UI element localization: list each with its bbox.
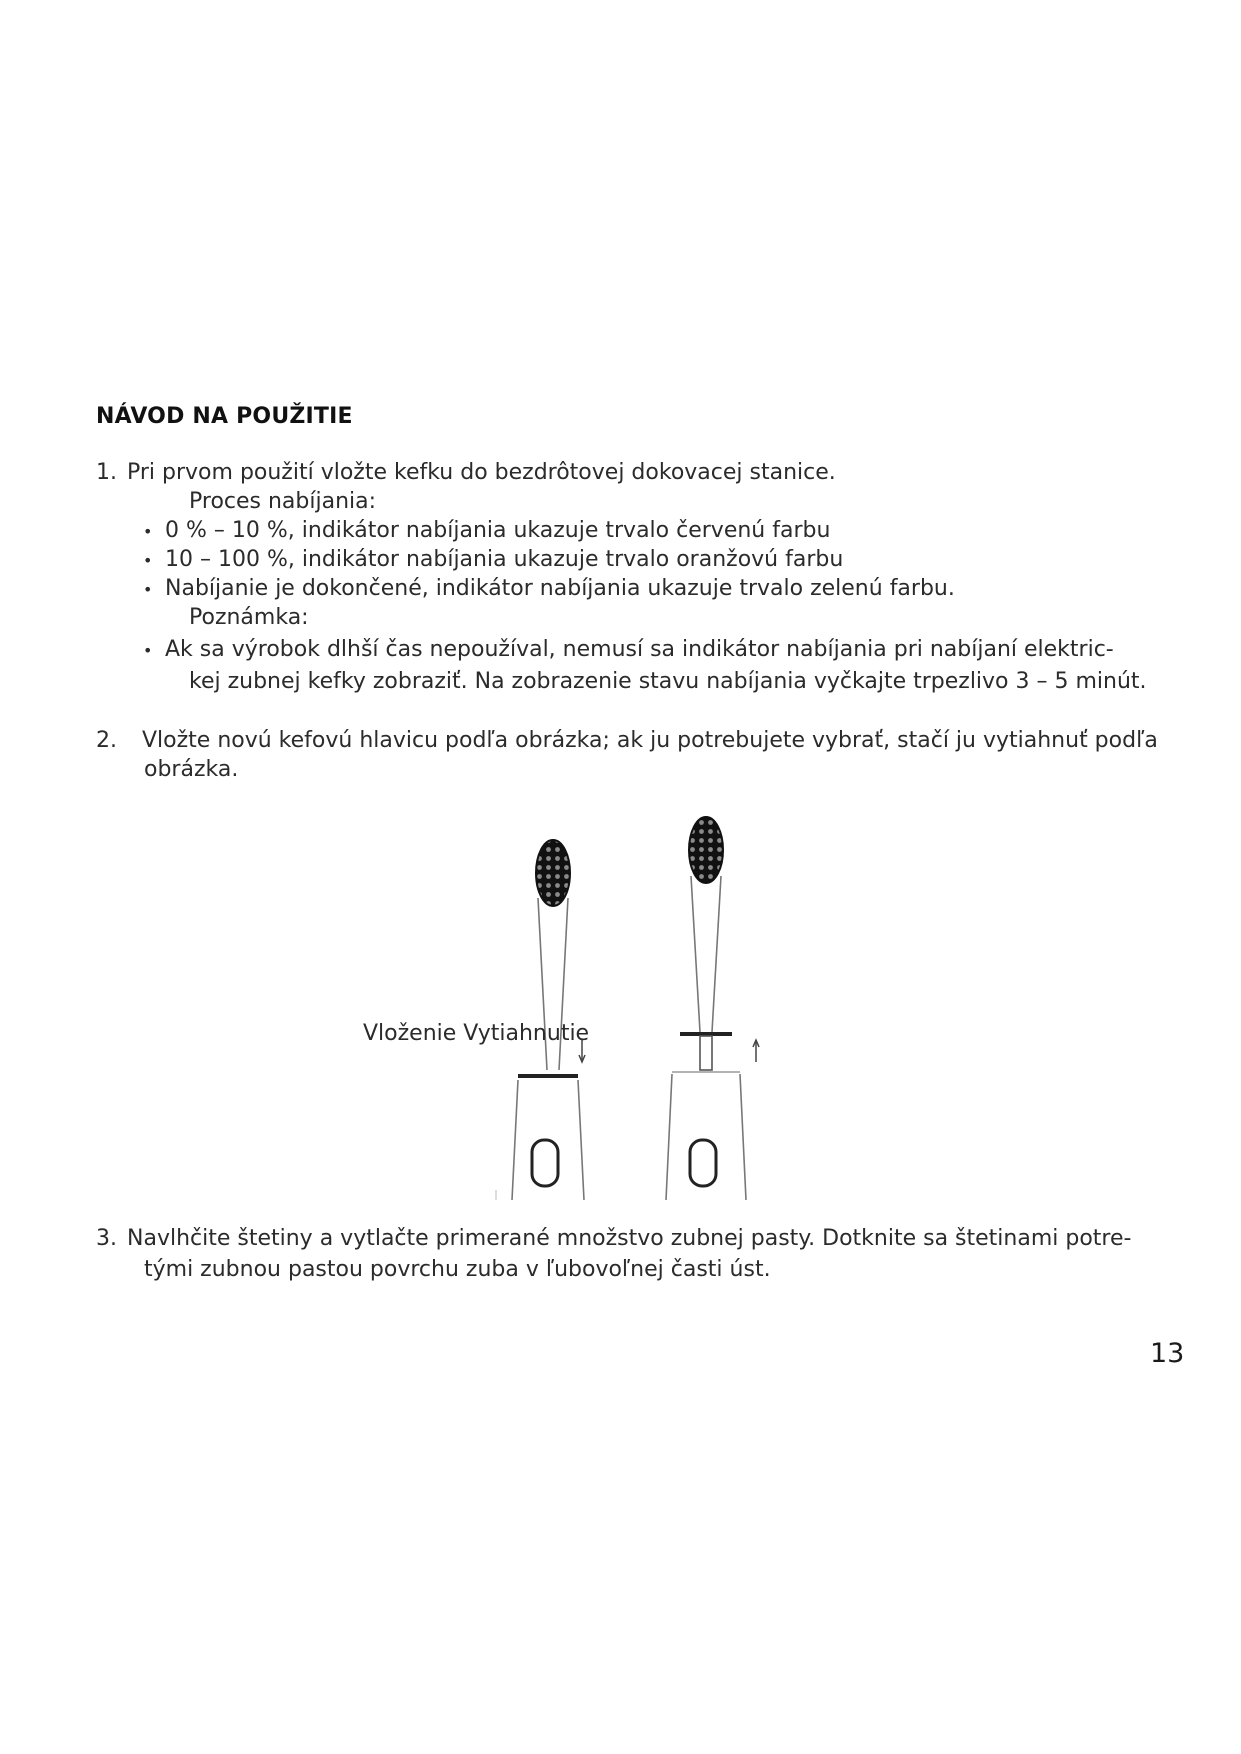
figure-caption: Vloženie Vytiahnutie: [363, 1021, 590, 1046]
step-2-line-1: Vložte novú kefovú hlavicu podľa obrázka; ak ju potrebujete vybrať, stačí ju vytiahnuť podľa: [142, 728, 1158, 753]
page-number: 13: [1150, 1338, 1185, 1369]
step-2-line-2: obrázka.: [144, 757, 239, 782]
step-1-text: Pri prvom použití vložte kefku do bezdrôtovej dokovacej stanice.: [127, 460, 836, 485]
note-label: Poznámka:: [189, 605, 309, 630]
brush-insert-illustration: [496, 840, 584, 1200]
arrow-up-icon: [753, 1040, 759, 1062]
note-line-2: kej zubnej kefky zobraziť. Na zobrazenie stavu nabíjania vyčkajte trpezlivo 3 – 5 minút.: [189, 669, 1147, 694]
step-3-line-2: tými zubnou pastou povrchu zuba v ľubovoľnej časti úst.: [144, 1257, 771, 1282]
section-heading: NÁVOD NA POUŽITIE: [96, 404, 353, 429]
charging-bullet-3: Nabíjanie je dokončené, indikátor nabíjania ukazuje trvalo zelenú farbu.: [165, 576, 955, 601]
bullet-dot: •: [143, 522, 153, 541]
brush-head-figure: [490, 800, 770, 1200]
step-3-line-1: Navlhčite štetiny a vytlačte primerané množstvo zubnej pasty. Dotknite sa štetinami potre-: [127, 1226, 1132, 1251]
step-1-number: 1.: [96, 460, 117, 485]
bullet-dot: •: [143, 551, 153, 570]
note-line-1: Ak sa výrobok dlhší čas nepoužíval, nemusí sa indikátor nabíjania pri nabíjaní elektric-: [165, 637, 1114, 662]
step-2-number: 2.: [96, 728, 117, 753]
bullet-dot: •: [143, 641, 153, 660]
charging-process-label: Proces nabíjania:: [189, 489, 377, 514]
charging-bullet-1: 0 % – 10 %, indikátor nabíjania ukazuje trvalo červenú farbu: [165, 518, 831, 543]
bullet-dot: •: [143, 580, 153, 599]
step-3-number: 3.: [96, 1226, 117, 1251]
brush-remove-illustration: [666, 817, 746, 1200]
charging-bullet-2: 10 – 100 %, indikátor nabíjania ukazuje trvalo oranžovú farbu: [165, 547, 844, 572]
